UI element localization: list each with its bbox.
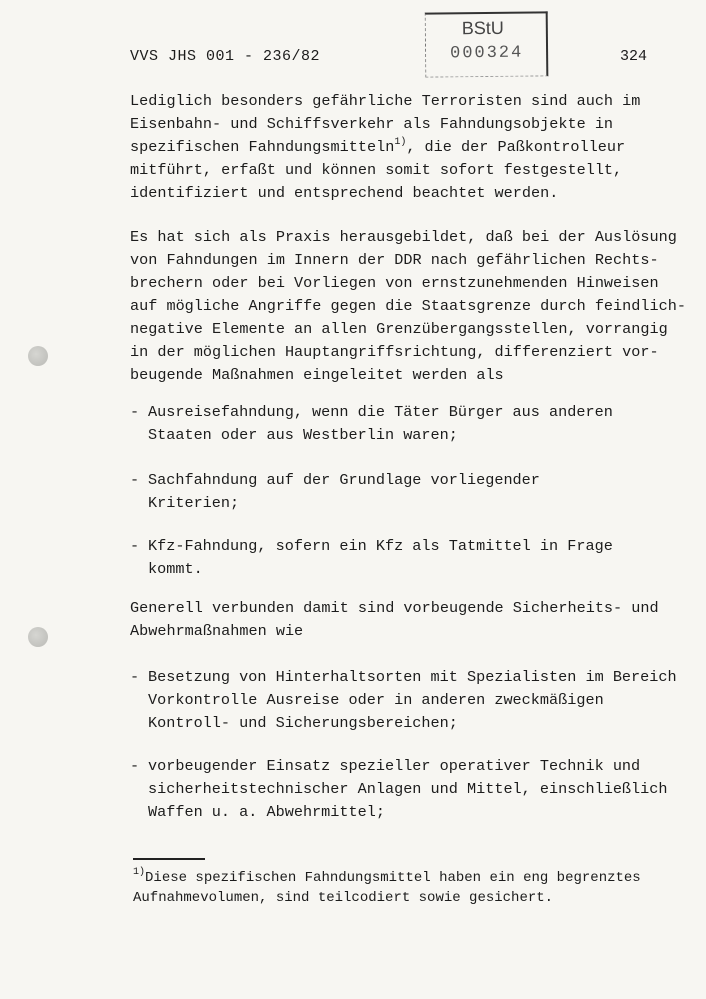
paragraph-1 (130, 90, 640, 205)
footnote-marker: 1) (133, 867, 146, 878)
bullet-dash: - (130, 757, 140, 775)
paragraph-1-lines-4-5: mitführt, erfaßt und können somit sofort festgestellt, identifiziert und entsprechend beachtet werden. (130, 161, 623, 202)
list-item-text: Kfz-Fahndung, sofern ein Kfz als Tatmittel in Frage kommt. (148, 537, 613, 578)
paragraph-2: Es hat sich als Praxis herausgebildet, daß bei der Auslösung von Fahndungen im Innern der DDR nach gefährlichen Rechts- brechern oder bei Vorliegen von ernstzunehmenden Hinweisen auf mögliche Angriffe gegen die Staatsgrenze durch feindlich- negative Elemente an allen Grenzübergangsstellen, vorrangig in der möglichen Hauptangriffsrichtung, differenziert vor- beugende Maßnahmen eingeleitet werden als (130, 228, 686, 384)
paragraph-1-line-3-end: , die der Paßkontrolleur (406, 138, 626, 156)
bullet-dash: - (130, 403, 140, 421)
bullet-dash: - (130, 668, 140, 686)
list-item-text: vorbeugender Einsatz spezieller operativer Technik und sicherheitstechnischer Anlagen und Mittel, einschließlich Waffen u. a. Abwehrmittel; (148, 757, 668, 821)
stamp-number: 000324 (449, 43, 524, 64)
punch-hole (28, 346, 48, 366)
bullet-dash: - (130, 471, 140, 489)
bullet-dash: - (130, 537, 140, 555)
footnote-reference: 1) (394, 137, 407, 148)
footnote-text: Diese spezifischen Fahndungsmittel haben ein eng begrenztes Aufnahmevolumen, sind teilcodiert sowie gesichert. (133, 870, 641, 906)
footnote (133, 868, 641, 908)
page-number: 324 (620, 48, 648, 65)
footnote-divider (133, 858, 205, 860)
archive-stamp (425, 11, 549, 77)
list-item-text: Sachfahndung auf der Grundlage vorliegender Kriterien; (148, 471, 540, 512)
paragraph-1-line-3-start: spezifischen Fahndungsmitteln (130, 138, 395, 156)
list-item-text: Besetzung von Hinterhaltsorten mit Spezialisten im Bereich Vorkontrolle Ausreise oder in anderen zweckmäßigen Kontroll- und Sicherungsbereichen; (148, 668, 677, 732)
stamp-title: BStU (461, 17, 504, 39)
paragraph-1-lines-1-2: Lediglich besonders gefährliche Terroristen sind auch im Eisenbahn- und Schiffsverkehr als Fahndungsobjekte in (130, 92, 641, 133)
document-reference: VVS JHS 001 - 236/82 (130, 48, 321, 65)
punch-hole (28, 627, 48, 647)
paragraph-3: Generell verbunden damit sind vorbeugende Sicherheits- und Abwehrmaßnahmen wie (130, 599, 659, 640)
list-item-text: Ausreisefahndung, wenn die Täter Bürger aus anderen Staaten oder aus Westberlin waren; (148, 403, 613, 444)
